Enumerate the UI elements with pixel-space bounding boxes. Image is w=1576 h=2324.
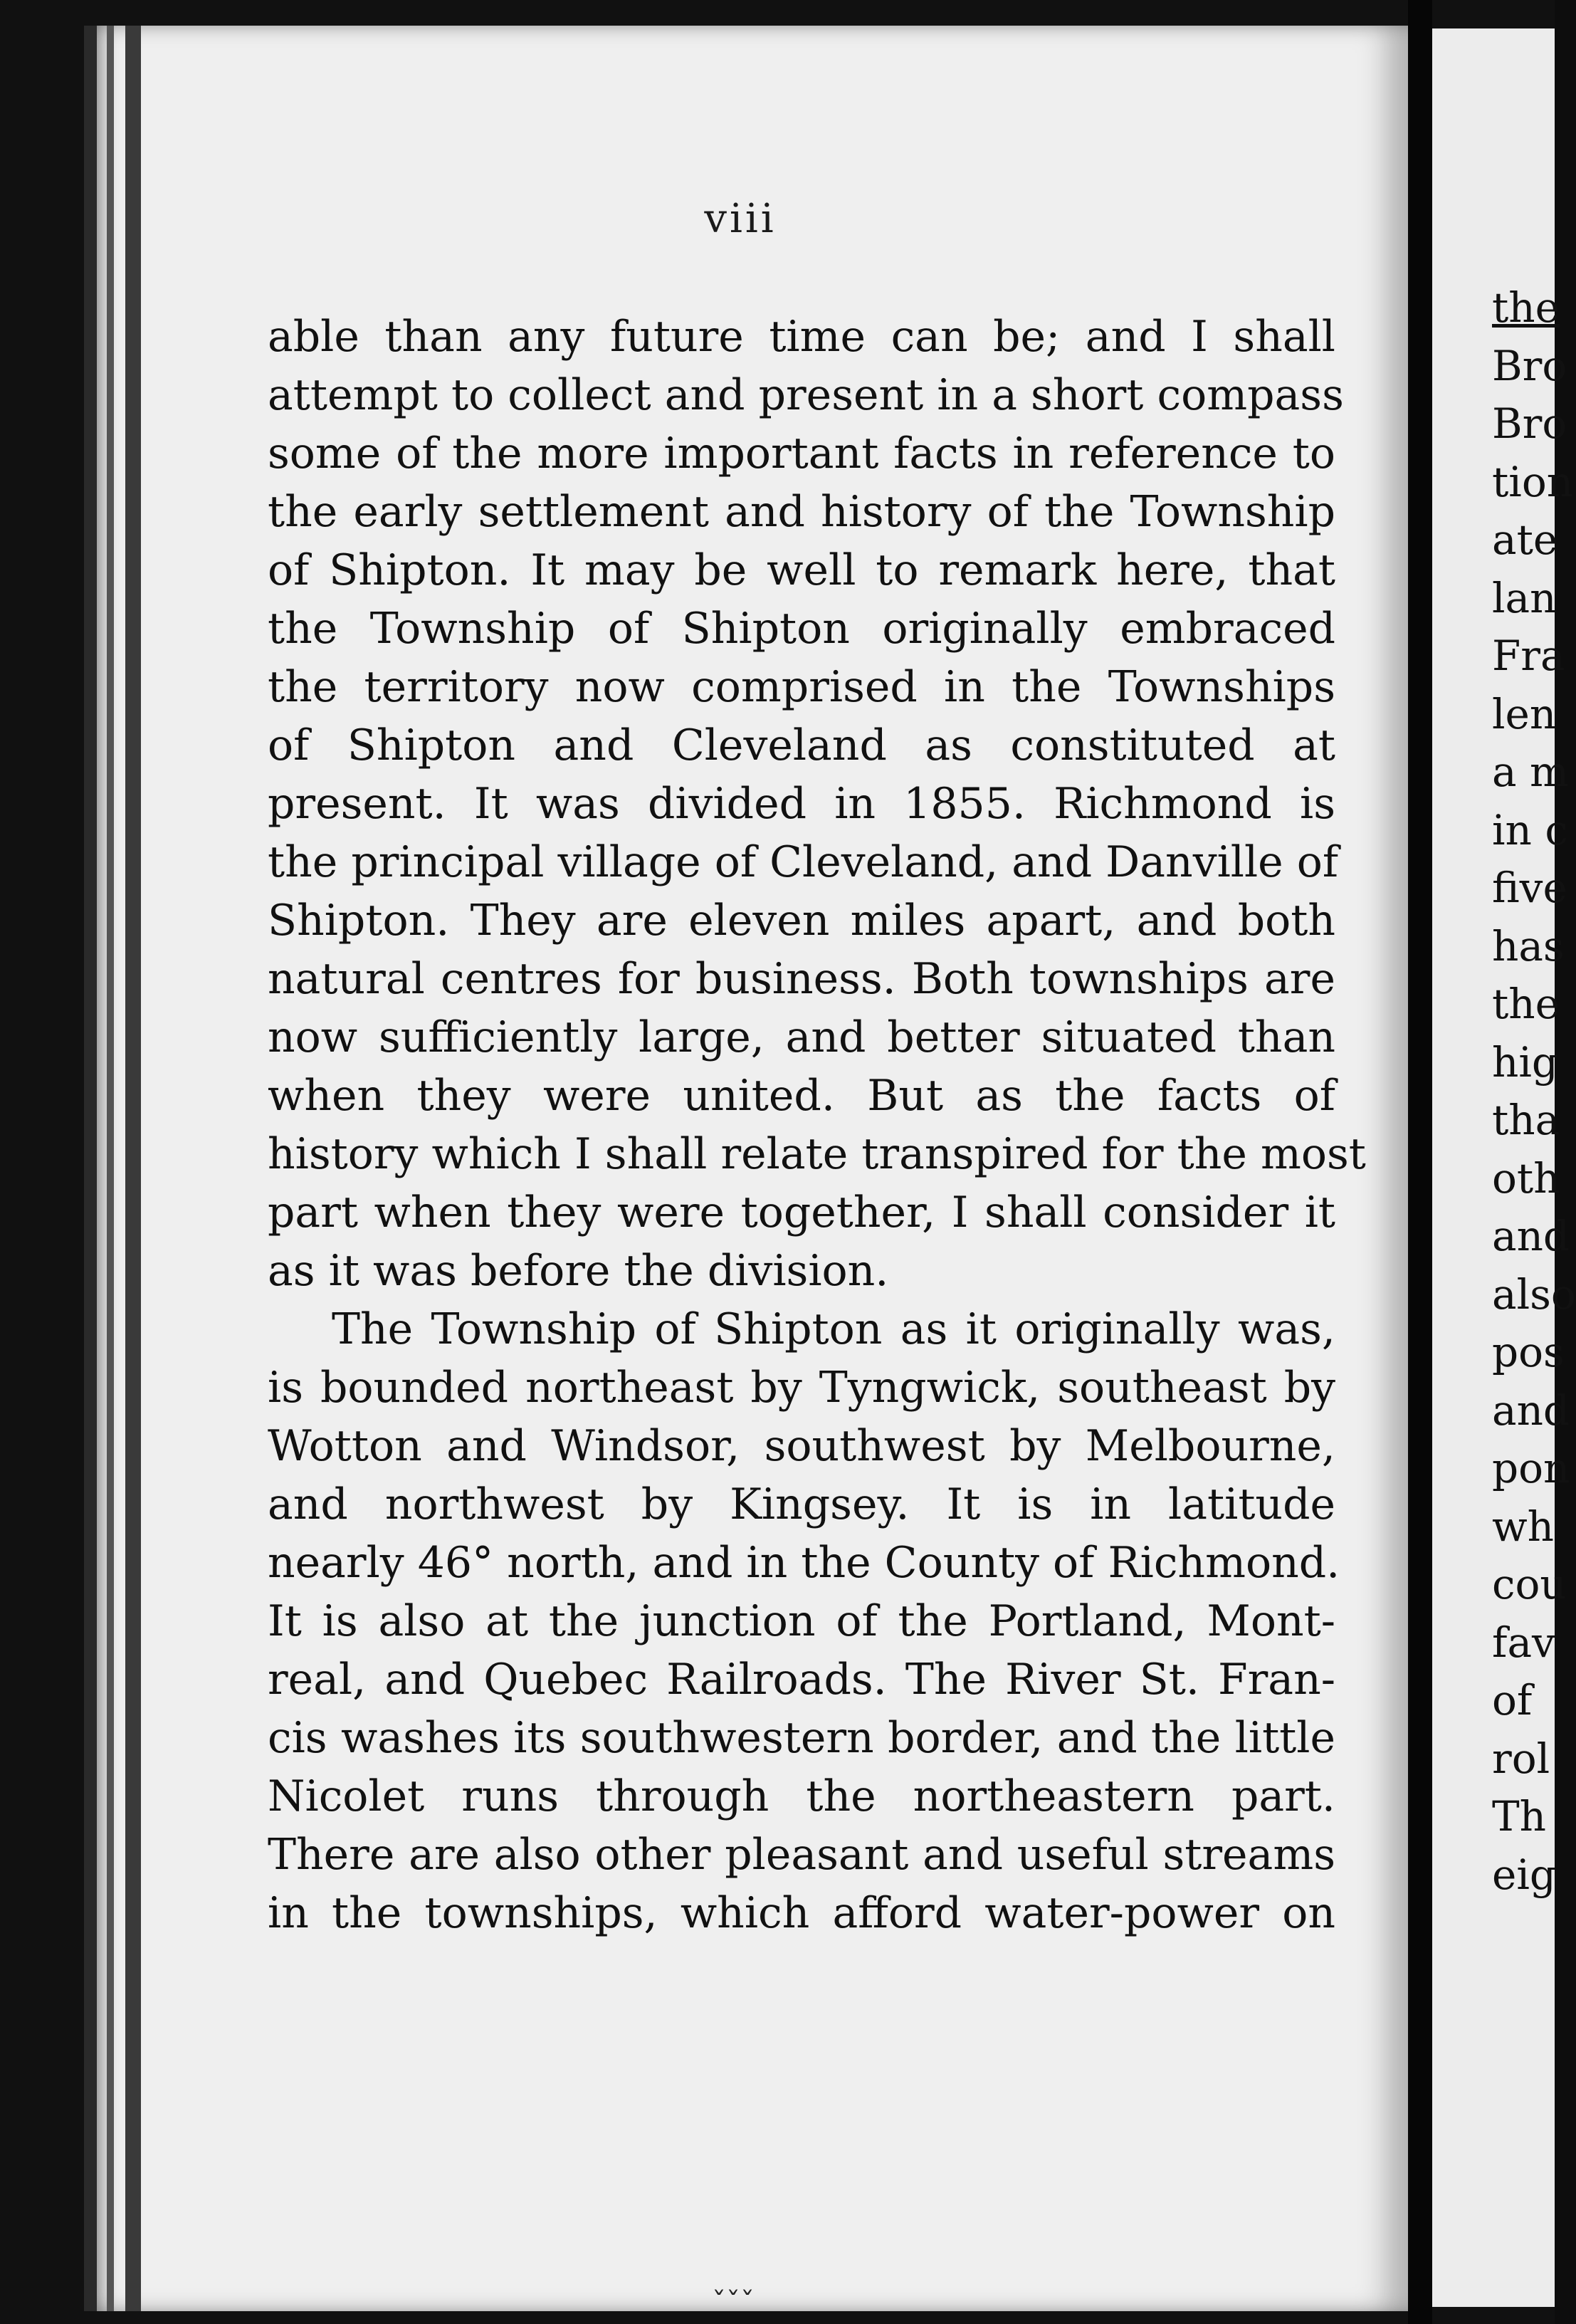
text-line: attempt to collect and present in a short compass	[268, 370, 1344, 420]
text-line: of Shipton. It may be well to remark here, that	[268, 545, 1335, 595]
text-line: nearly 46° north, and in the County of Richmond.	[268, 1538, 1340, 1588]
text-line: as it was before the division.	[268, 1246, 889, 1296]
text-fragment: Th	[1492, 1792, 1547, 1841]
text-line: the early settlement and history of the Township	[268, 487, 1335, 537]
text-fragment: hig	[1492, 1037, 1559, 1087]
text-fragment: in c	[1492, 805, 1568, 854]
body-text	[268, 308, 1366, 1942]
text-fragment: has	[1492, 921, 1565, 970]
text-fragment: pos	[1492, 1328, 1565, 1376]
page-edge-shadow	[107, 26, 114, 2311]
text-line: There are also other pleasant and useful streams	[268, 1830, 1335, 1880]
text-fragment: ate	[1492, 515, 1558, 564]
text-fragment: wh	[1492, 1502, 1554, 1551]
text-fragment: the	[1492, 980, 1560, 1028]
text-fragment: the	[1492, 283, 1560, 332]
text-fragment: tion	[1492, 457, 1574, 506]
footer-mark: ˇˇˇ	[712, 2287, 755, 2320]
text-line: The Township of Shipton as it originally was,	[332, 1304, 1335, 1354]
text-line: real, and Quebec Railroads. The River St. Fran-	[268, 1655, 1335, 1705]
text-fragment: of	[1492, 1676, 1533, 1724]
text-line: when they were united. But as the facts of	[268, 1071, 1335, 1121]
text-fragment: Fra	[1492, 632, 1565, 680]
text-fragment: eig	[1492, 1850, 1557, 1899]
text-line: the principal village of Cleveland, and Danville of	[268, 837, 1339, 887]
text-fragment: tha	[1492, 1096, 1560, 1144]
text-line: natural centres for business. Both townships are	[268, 954, 1335, 1004]
text-fragment: Bro	[1492, 341, 1567, 390]
book-gutter	[1408, 0, 1432, 2324]
text-line: and northwest by Kingsey. It is in latitude	[268, 1480, 1335, 1529]
text-line: Wotton and Windsor, southwest by Melbourne,	[268, 1421, 1335, 1471]
text-fragment: and	[1492, 1212, 1570, 1260]
text-line: cis washes its southwestern border, and the little	[268, 1713, 1335, 1763]
text-line: now sufficiently large, and better situated than	[268, 1012, 1335, 1062]
page-number: viii	[704, 196, 777, 242]
text-line: part when they were together, I shall consider it	[268, 1188, 1335, 1237]
text-fragment: cou	[1492, 1560, 1567, 1608]
page-edge-shadow	[84, 26, 97, 2311]
text-fragment: Bro	[1492, 399, 1567, 448]
text-fragment: a m	[1492, 748, 1570, 796]
text-line: some of the more important facts in reference to	[268, 429, 1335, 478]
right-page-text-fragments	[1492, 279, 1576, 1904]
text-line: Nicolet runs through the northeastern part.	[268, 1771, 1335, 1821]
text-line: is bounded northeast by Tyngwick, southeast by	[268, 1363, 1335, 1413]
text-fragment: and	[1492, 1386, 1570, 1435]
text-fragment: pon	[1492, 1444, 1570, 1492]
text-fragment: lan	[1492, 573, 1557, 622]
text-line: the territory now comprised in the Townships	[268, 662, 1335, 712]
text-fragment: five	[1492, 864, 1567, 912]
text-fragment: oth	[1492, 1153, 1560, 1203]
text-line: history which I shall relate transpired for the most	[268, 1129, 1366, 1179]
text-fragment: fav	[1492, 1618, 1555, 1667]
text-line: It is also at the junction of the Portland, Mont-	[268, 1596, 1335, 1646]
text-line: Shipton. They are eleven miles apart, and both	[268, 896, 1335, 946]
text-line: able than any future time can be; and I shall	[268, 312, 1335, 362]
text-fragment: len	[1492, 689, 1557, 738]
text-fragment: also	[1492, 1270, 1576, 1319]
text-fragment: rol	[1492, 1734, 1550, 1783]
text-line: present. It was divided in 1855. Richmond is	[268, 779, 1335, 829]
page-edge-shadow	[125, 26, 141, 2311]
text-line: the Township of Shipton originally embraced	[268, 604, 1335, 654]
text-line: of Shipton and Cleveland as constituted at	[268, 721, 1335, 770]
text-line: in the townships, which afford water-power on	[268, 1888, 1335, 1938]
